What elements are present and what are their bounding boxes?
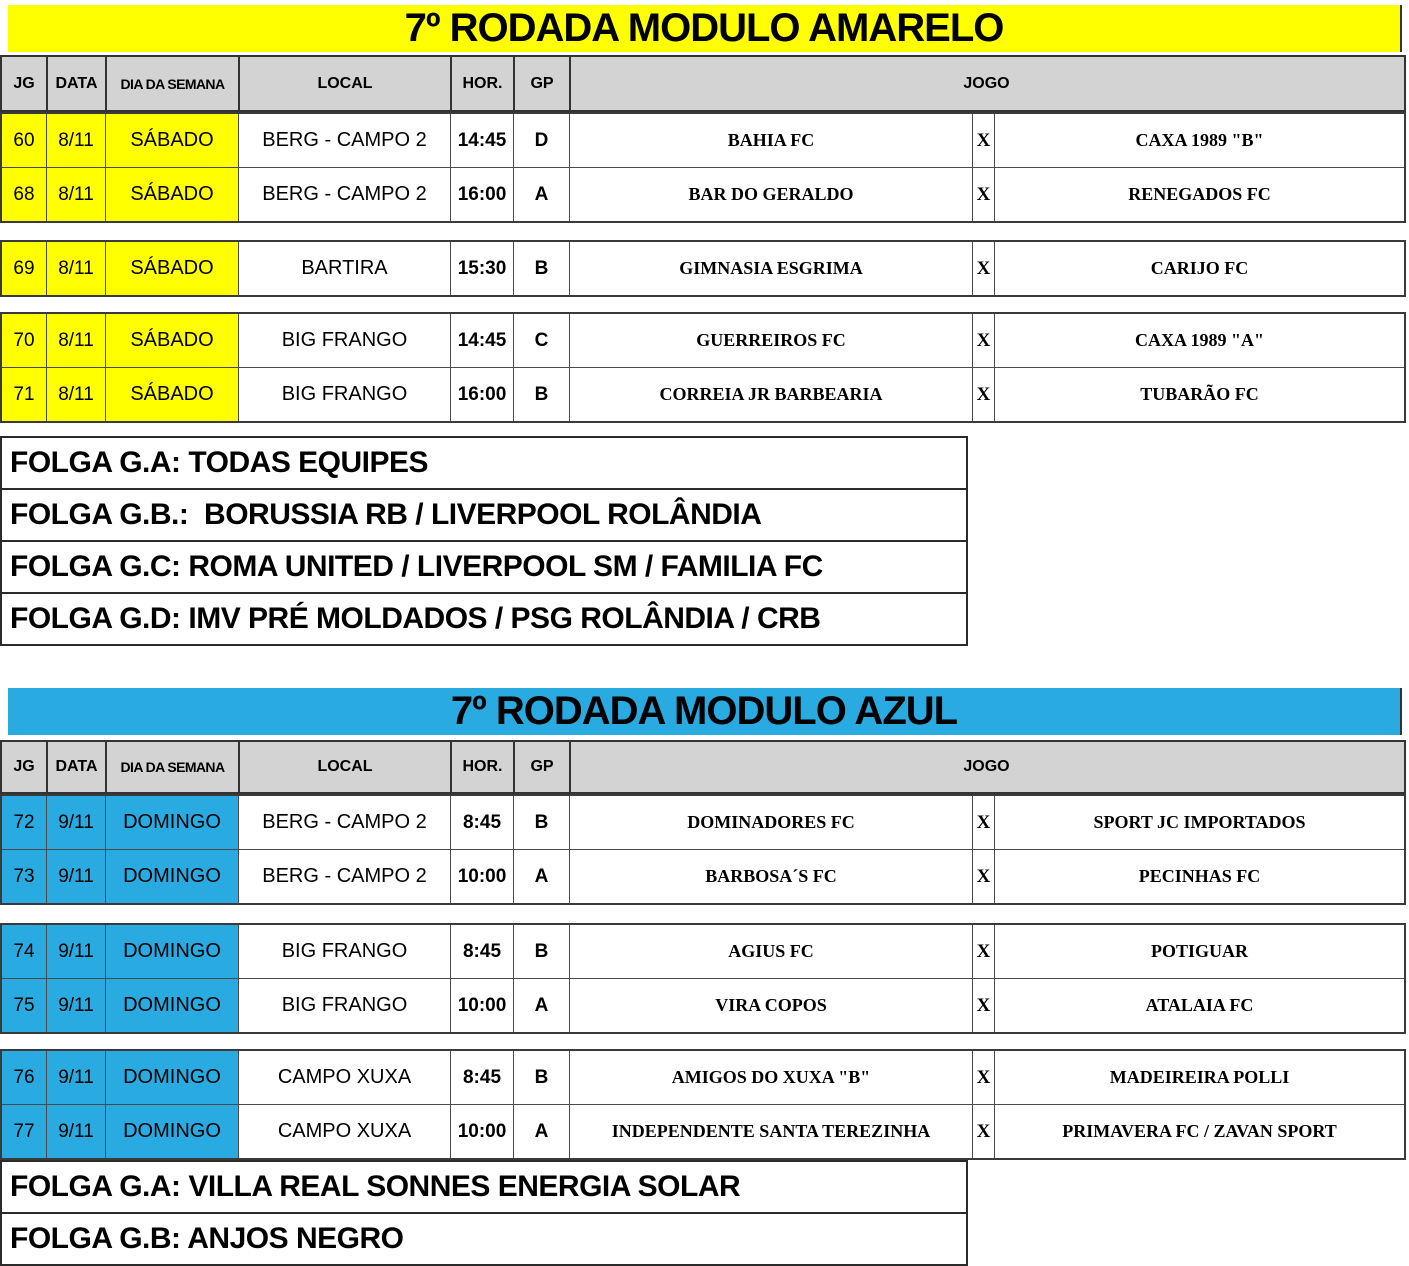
- cell-away-team: RENEGADOS FC: [994, 168, 1404, 221]
- cell-venue: BIG FRANGO: [238, 314, 450, 367]
- gap: [0, 423, 1409, 436]
- gap: [0, 297, 1409, 312]
- cell-day: DOMINGO: [105, 1105, 238, 1158]
- folga-row: FOLGA G.B.: BORUSSIA RB / LIVERPOOL ROLÂNDIA: [0, 488, 968, 542]
- cell-day: DOMINGO: [105, 1051, 238, 1104]
- cell-time: 15:30: [450, 242, 513, 295]
- match-block: [0, 1049, 1406, 1160]
- match-row: [2, 314, 1404, 367]
- cell-away-team: MADEIREIRA POLLI: [994, 1051, 1404, 1104]
- cell-venue: BIG FRANGO: [238, 979, 450, 1032]
- section-modulo-azul: [0, 688, 1409, 1266]
- cell-group: B: [513, 1051, 569, 1104]
- folga-row: FOLGA G.D: IMV PRÉ MOLDADOS / PSG ROLÂNDIA / CRB: [0, 592, 968, 646]
- cell-time: 10:00: [450, 1105, 513, 1158]
- cell-home-team: GIMNASIA ESGRIMA: [569, 242, 972, 295]
- cell-group: A: [513, 979, 569, 1032]
- cell-game-number: 71: [2, 368, 46, 421]
- cell-venue: BARTIRA: [238, 242, 450, 295]
- cell-group: C: [513, 314, 569, 367]
- cell-date: 8/11: [46, 314, 105, 367]
- cell-day: SÁBADO: [105, 114, 238, 167]
- cell-game-number: 77: [2, 1105, 46, 1158]
- match-row: [2, 367, 1404, 421]
- folga-row: FOLGA G.B: ANJOS NEGRO: [0, 1212, 968, 1266]
- vs-x: X: [972, 796, 994, 849]
- cell-group: B: [513, 925, 569, 978]
- header-cell-hor: HOR.: [450, 57, 513, 110]
- match-block: [0, 794, 1406, 905]
- match-block: [0, 240, 1406, 297]
- cell-away-team: CAXA 1989 "A": [994, 314, 1404, 367]
- cell-home-team: BAR DO GERALDO: [569, 168, 972, 221]
- cell-time: 10:00: [450, 979, 513, 1032]
- cell-time: 14:45: [450, 114, 513, 167]
- header-cell-dia-da-semana: DIA DA SEMANA: [105, 742, 238, 792]
- cell-away-team: PECINHAS FC: [994, 850, 1404, 903]
- cell-game-number: 68: [2, 168, 46, 221]
- section-modulo-amarelo: [0, 5, 1409, 646]
- cell-home-team: DOMINADORES FC: [569, 796, 972, 849]
- cell-date: 9/11: [46, 796, 105, 849]
- cell-date: 8/11: [46, 242, 105, 295]
- vs-x: X: [972, 314, 994, 367]
- cell-home-team: AGIUS FC: [569, 925, 972, 978]
- cell-time: 16:00: [450, 168, 513, 221]
- gap: [0, 646, 1409, 688]
- cell-venue: BERG - CAMPO 2: [238, 114, 450, 167]
- cell-home-team: VIRA COPOS: [569, 979, 972, 1032]
- cell-day: DOMINGO: [105, 796, 238, 849]
- match-block: [0, 923, 1406, 1034]
- cell-game-number: 70: [2, 314, 46, 367]
- cell-group: D: [513, 114, 569, 167]
- header-cell-gp: GP: [513, 742, 569, 792]
- header-cell-dia-da-semana: DIA DA SEMANA: [105, 57, 238, 110]
- folga-row: FOLGA G.C: ROMA UNITED / LIVERPOOL SM / FAMILIA FC: [0, 540, 968, 594]
- vs-x: X: [972, 850, 994, 903]
- cell-game-number: 76: [2, 1051, 46, 1104]
- cell-group: B: [513, 368, 569, 421]
- cell-date: 8/11: [46, 114, 105, 167]
- cell-group: B: [513, 796, 569, 849]
- cell-away-team: CARIJO FC: [994, 242, 1404, 295]
- cell-game-number: 69: [2, 242, 46, 295]
- gap: [0, 223, 1409, 240]
- header-cell-jg: JG: [13, 74, 35, 92]
- header-cell-local: LOCAL: [238, 57, 450, 110]
- vs-x: X: [972, 925, 994, 978]
- cell-venue: BERG - CAMPO 2: [238, 796, 450, 849]
- cell-venue: BERG - CAMPO 2: [238, 850, 450, 903]
- folga-row: FOLGA G.A: VILLA REAL SONNES ENERGIA SOLAR: [0, 1160, 968, 1214]
- header-cell-gp: GP: [513, 57, 569, 110]
- gap: [0, 905, 1409, 923]
- vs-x: X: [972, 168, 994, 221]
- header-cell-local: LOCAL: [238, 742, 450, 792]
- match-row: [2, 242, 1404, 295]
- cell-time: 14:45: [450, 314, 513, 367]
- cell-date: 8/11: [46, 168, 105, 221]
- cell-home-team: AMIGOS DO XUXA "B": [569, 1051, 972, 1104]
- cell-date: 8/11: [46, 368, 105, 421]
- cell-time: 8:45: [450, 796, 513, 849]
- match-row: [2, 114, 1404, 167]
- vs-x: X: [972, 979, 994, 1032]
- cell-day: SÁBADO: [105, 242, 238, 295]
- header-cell-data: DATA: [46, 742, 105, 792]
- match-row: [2, 978, 1404, 1032]
- header-cell-jg: JG: [13, 758, 35, 775]
- cell-date: 9/11: [46, 979, 105, 1032]
- cell-venue: CAMPO XUXA: [238, 1051, 450, 1104]
- cell-time: 10:00: [450, 850, 513, 903]
- match-block: [0, 112, 1406, 223]
- cell-day: SÁBADO: [105, 168, 238, 221]
- cell-time: 16:00: [450, 368, 513, 421]
- module-title-azul: 7º RODADA MODULO AZUL: [8, 688, 1402, 735]
- cell-date: 9/11: [46, 1051, 105, 1104]
- cell-game-number: 72: [2, 796, 46, 849]
- match-row: [2, 1051, 1404, 1104]
- cell-group: B: [513, 242, 569, 295]
- cell-day: DOMINGO: [105, 979, 238, 1032]
- match-row: [2, 167, 1404, 221]
- cell-game-number: 75: [2, 979, 46, 1032]
- cell-venue: BIG FRANGO: [238, 925, 450, 978]
- cell-venue: CAMPO XUXA: [238, 1105, 450, 1158]
- vs-x: X: [972, 1051, 994, 1104]
- match-row: [2, 1104, 1404, 1158]
- header-cell-jogo: JOGO: [569, 57, 1402, 110]
- vs-x: X: [972, 368, 994, 421]
- cell-away-team: CAXA 1989 "B": [994, 114, 1404, 167]
- cell-game-number: 74: [2, 925, 46, 978]
- cell-date: 9/11: [46, 1105, 105, 1158]
- cell-away-team: POTIGUAR: [994, 925, 1404, 978]
- cell-day: SÁBADO: [105, 368, 238, 421]
- vs-x: X: [972, 242, 994, 295]
- cell-day: SÁBADO: [105, 314, 238, 367]
- header-cell-jogo: JOGO: [569, 742, 1402, 792]
- cell-time: 8:45: [450, 1051, 513, 1104]
- match-row: [2, 849, 1404, 903]
- header-cell-hor: HOR.: [450, 742, 513, 792]
- cell-group: A: [513, 168, 569, 221]
- cell-home-team: GUERREIROS FC: [569, 314, 972, 367]
- cell-game-number: 73: [2, 850, 46, 903]
- schedule-header-row: [0, 740, 1406, 794]
- cell-away-team: SPORT JC IMPORTADOS: [994, 796, 1404, 849]
- cell-home-team: BAHIA FC: [569, 114, 972, 167]
- header-cell-data: DATA: [46, 57, 105, 110]
- module-title-amarelo: 7º RODADA MODULO AMARELO: [8, 5, 1402, 52]
- cell-venue: BIG FRANGO: [238, 368, 450, 421]
- folga-row: FOLGA G.A: TODAS EQUIPES: [0, 436, 968, 490]
- cell-away-team: ATALAIA FC: [994, 979, 1404, 1032]
- cell-group: A: [513, 1105, 569, 1158]
- match-block: [0, 312, 1406, 423]
- cell-home-team: BARBOSA´S FC: [569, 850, 972, 903]
- cell-home-team: INDEPENDENTE SANTA TEREZINHA: [569, 1105, 972, 1158]
- vs-x: X: [972, 1105, 994, 1158]
- cell-time: 8:45: [450, 925, 513, 978]
- cell-group: A: [513, 850, 569, 903]
- cell-date: 9/11: [46, 850, 105, 903]
- cell-home-team: CORREIA JR BARBEARIA: [569, 368, 972, 421]
- match-row: [2, 796, 1404, 849]
- schedule-header-row: [0, 55, 1406, 112]
- cell-away-team: TUBARÃO FC: [994, 368, 1404, 421]
- match-row: [2, 925, 1404, 978]
- cell-away-team: PRIMAVERA FC / ZAVAN SPORT: [994, 1105, 1404, 1158]
- cell-venue: BERG - CAMPO 2: [238, 168, 450, 221]
- gap: [0, 1034, 1409, 1049]
- cell-game-number: 60: [2, 114, 46, 167]
- cell-day: DOMINGO: [105, 925, 238, 978]
- cell-day: DOMINGO: [105, 850, 238, 903]
- vs-x: X: [972, 114, 994, 167]
- cell-date: 9/11: [46, 925, 105, 978]
